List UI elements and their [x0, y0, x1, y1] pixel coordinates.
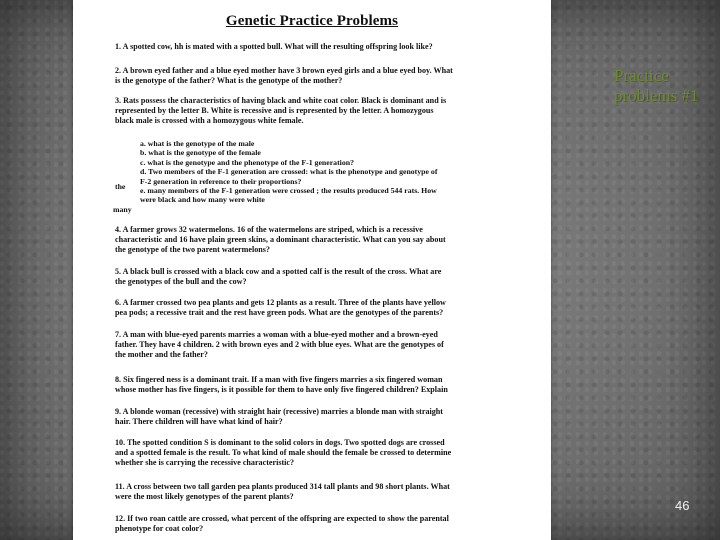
question-3-the: the: [115, 182, 126, 191]
question-3: 3. Rats possess the characteristics of having black and white coat color. Black is dominant and is represented by the letter B. White is recessive and is represented by the letter. A homozygous black male is crossed with a homozygous white female.: [115, 96, 447, 126]
question-1: 1. A spotted cow, hh is mated with a spotted bull. What will the resulting offspring look like?: [115, 42, 433, 51]
question-3-parts: a. what is the genotype of the male b. what is the genotype of the female c. what is the genotype and the phenotype of the F-1 generation? d. Two members of the F-1 generation are crossed: what is the phenotype and genotype of F-2 generation in reference to their proportions? e. many members of the F-1 generation were crossed ; the results produced 544 rats. How were black and how many were white: [140, 139, 438, 205]
slide-number: 46: [675, 498, 690, 513]
question-9: 9. A blonde woman (recessive) with straight hair (recessive) marries a blonde man with straight hair. There children will have what kind of hair?: [115, 407, 443, 427]
question-12: 12. If two roan cattle are crossed, what percent of the offspring are expected to show the parental phenotype for coat color?: [115, 514, 449, 534]
question-11: 11. A cross between two tall garden pea plants produced 314 tall plants and 98 short plants. What were the most likely genotypes of the parent plants?: [115, 482, 450, 502]
question-8: 8. Six fingered ness is a dominant trait. If a man with five fingers marries a six fingered woman whose mother has five fingers, is it possible for them to have only five fingered children? Explain: [115, 375, 448, 395]
question-2: 2. A brown eyed father and a blue eyed mother have 3 brown eyed girls and a blue eyed boy. What is the genotype of the father? What is the genotype of the mother?: [115, 66, 453, 86]
worksheet-page: [73, 0, 551, 540]
question-3-many: many: [113, 205, 132, 214]
question-10: 10. The spotted condition S is dominant to the solid colors in dogs. Two spotted dogs are crossed and a spotted female is the result. To what kind of male should the female be crossed to determine whether she is carrying the recessive characteristic?: [115, 438, 452, 468]
question-5: 5. A black bull is crossed with a black cow and a spotted calf is the result of the cross. What are the genotypes of the bull and the cow?: [115, 267, 442, 287]
question-6: 6. A farmer crossed two pea plants and gets 12 plants as a result. Three of the plants have yellow pea pods; a recessive trait and the rest have green pods. What are the genotypes of the parents?: [115, 298, 446, 318]
question-4: 4. A farmer grows 32 watermelons. 16 of the watermelons are striped, which is a recessive characteristic and 16 have plain green skins, a dominant characteristic. What can you say about the genotype of the two parent watermelons?: [115, 225, 446, 255]
slide-heading: Practice problems #1: [614, 66, 699, 105]
question-7: 7. A man with blue-eyed parents marries a woman with a blue-eyed mother and a brown-eyed father. They have 4 children. 2 with brown eyes and 2 with blue eyes. What are the genotypes of the mother and the father?: [115, 330, 444, 360]
worksheet-title: Genetic Practice Problems: [225, 13, 399, 29]
